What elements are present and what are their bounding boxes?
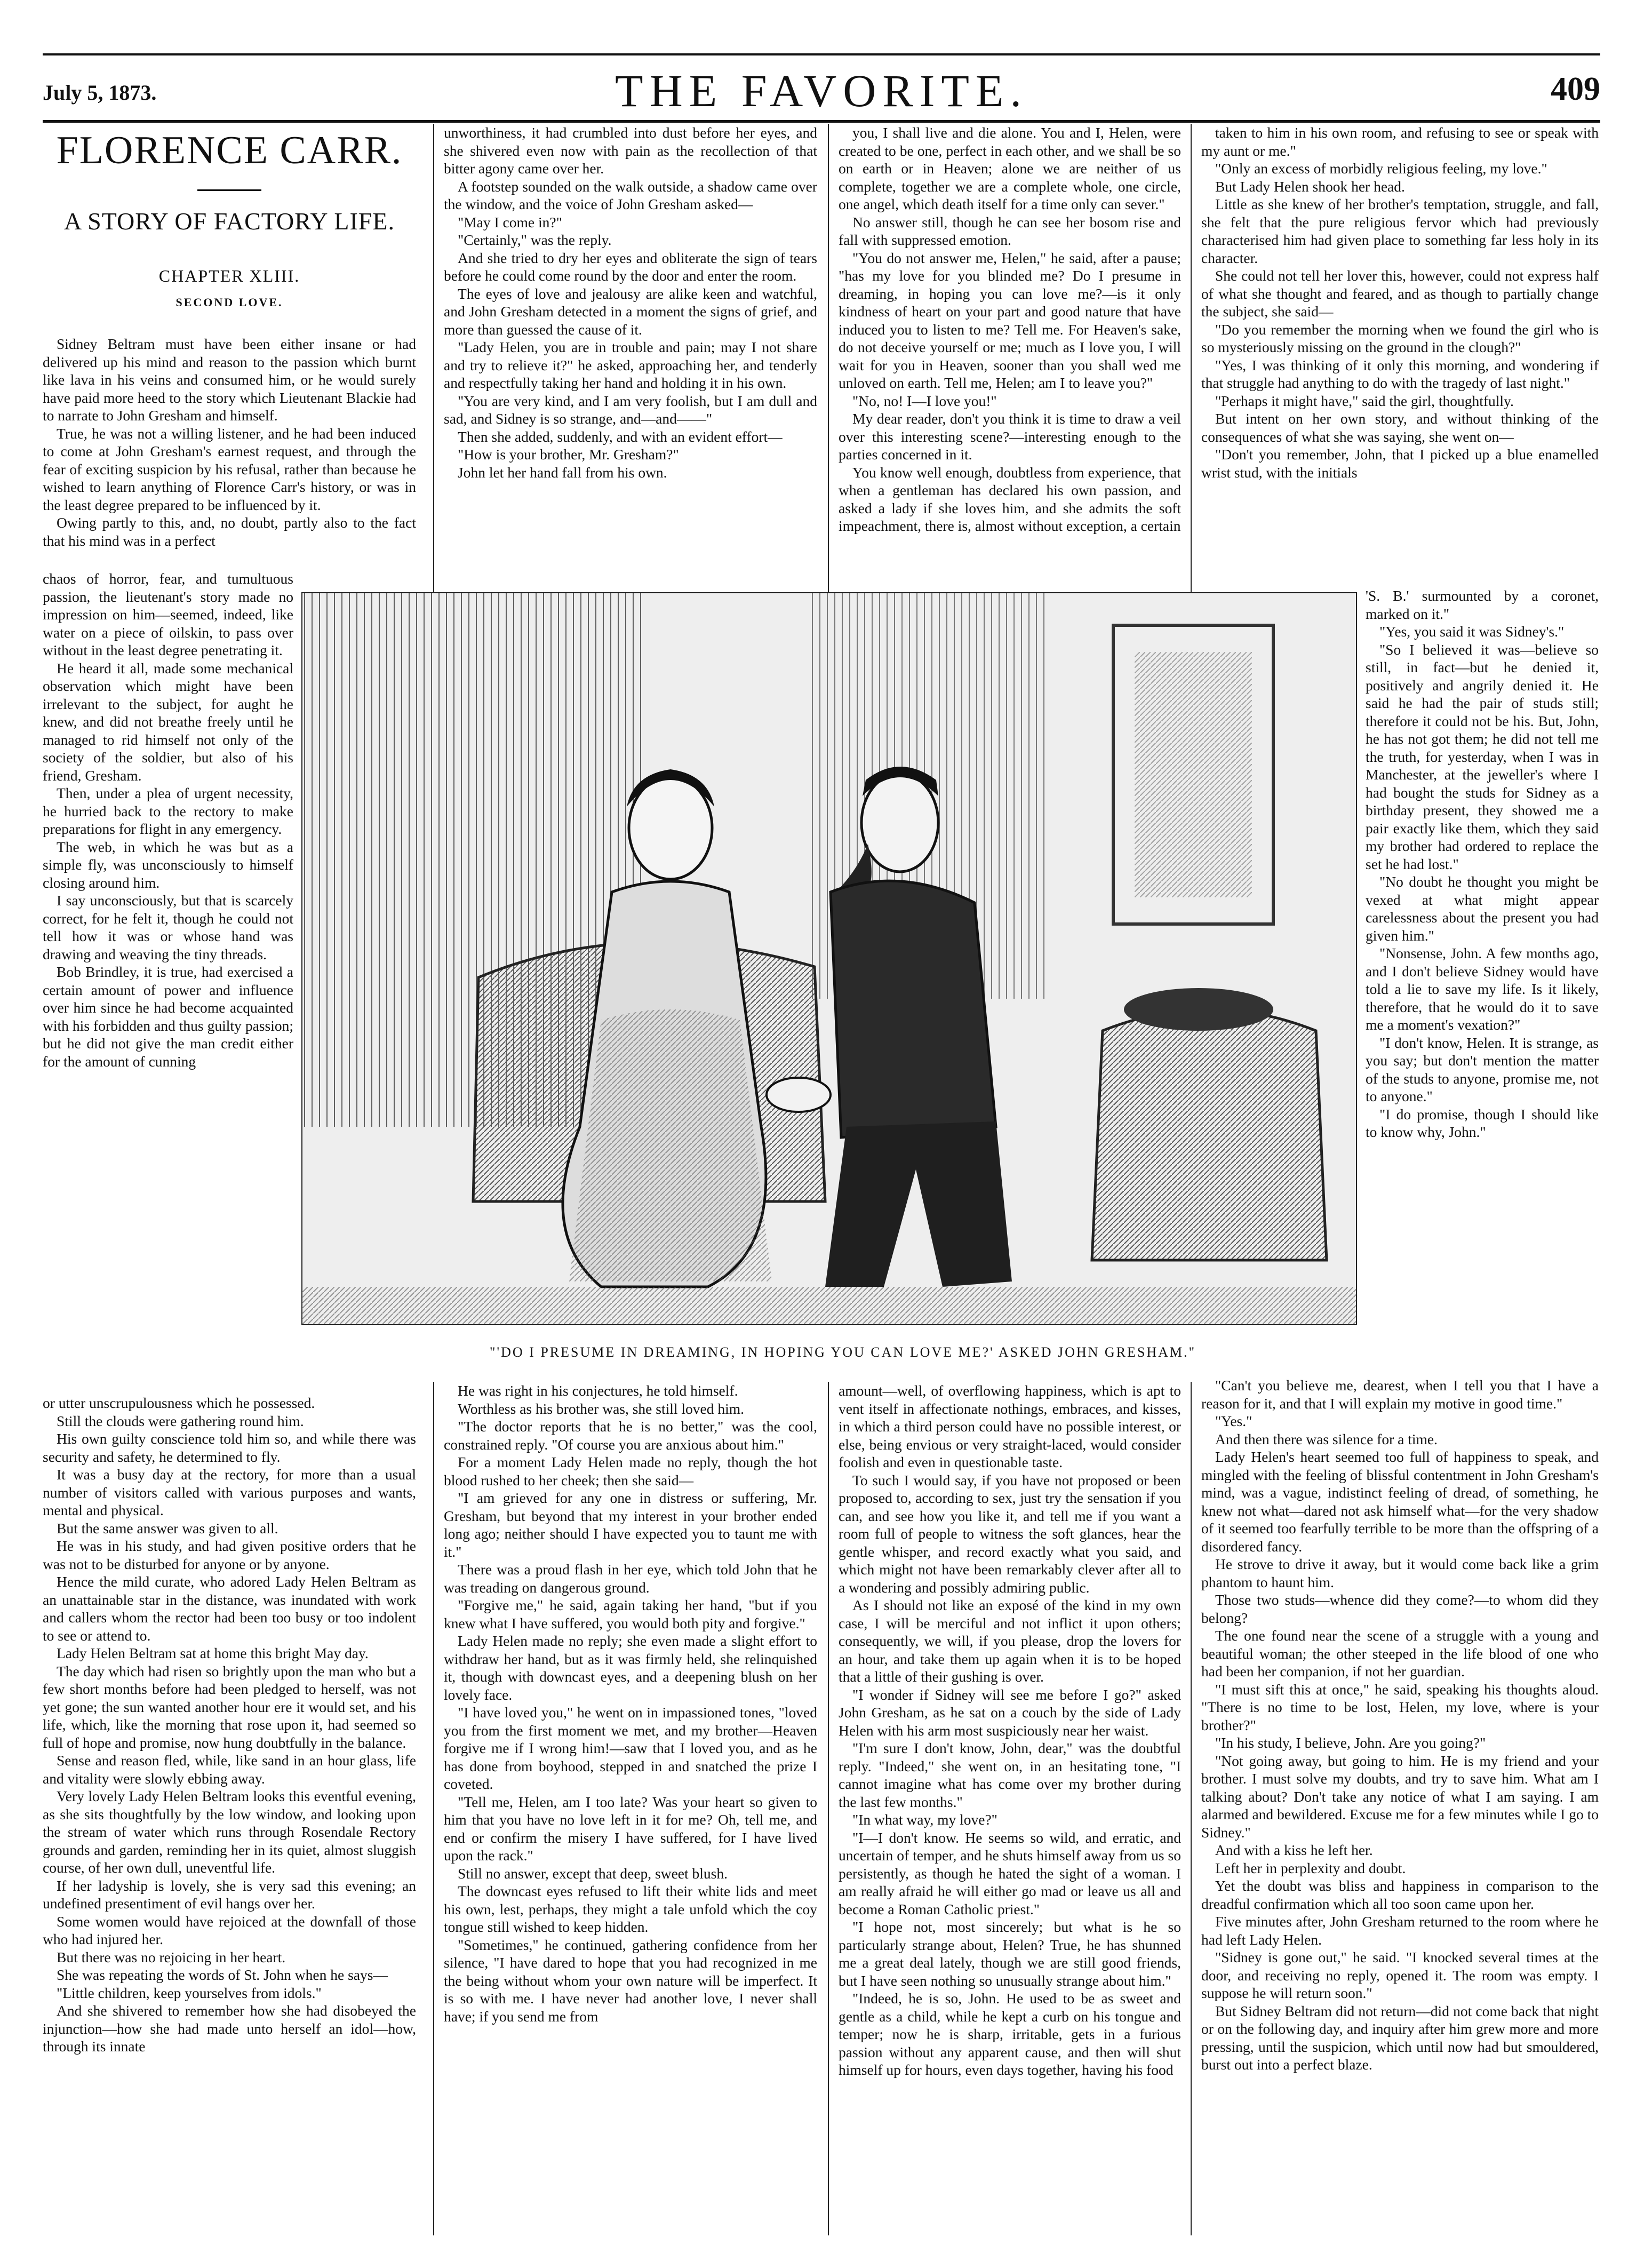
paragraph: "How is your brother, Mr. Gresham?" [458,446,679,463]
paragraph: or utter unscrupulousness which he possessed. [43,1395,315,1411]
paragraph: taken to him in his own room, and refusing to see or speak with my aunt or me." [1201,124,1599,159]
engraving-illustration [301,592,1357,1325]
paragraph: Some women would have rejoiced at the downfall of those who had injured her. [43,1913,416,1947]
column-2-bottom [444,1382,817,2237]
paragraph: Bob Brindley, it is true, had exercised a certain amount of power and influence over him since he had become acquainted with his forbidden and thus guilty passion; but he did not give the man credit either for the amount of cunning [43,964,293,1070]
paragraph: chaos of horror, fear, and tumultuous passion, the lieutenant's story made no impression on him—seemed, indeed, like water on a piece of oilskin, to pass over without in the least degree penetrating it. [43,570,293,658]
paragraph: "Forgive me," he said, again taking her hand, "but if you knew what I have suffered, you would both pity and forgive." [444,1597,817,1631]
paragraph: It was a busy day at the rectory, for more than a usual number of visitors called with various purposes and wants, mental and physical. [43,1466,416,1518]
column-4-narrow [1366,587,1599,1376]
column-divider [828,1382,829,2235]
column-1-top [43,335,416,570]
paragraph: Owing partly to this, and, no doubt, partly also to the fact that his mind was in a perfect [43,514,416,549]
paragraph: you, I shall live and die alone. You and I, Helen, were created to be one, perfect in each other, and we shall be so on earth or in Heaven; alone we are neither of us complete, together we are a complete whole, one circle, one angel, which death itself for a time only can sever." [839,124,1181,212]
paragraph: "So I believed it was—believe so still, in fact—but he denied it, positively and angrily denied it. He said he had the pair of studs still; therefore it could not be his. But, John, he has not got them; he did not tell me the truth, for yesterday, when I was in Manchester, at the jeweller's where I had bought the studs for Sidney as a birthday present, they showed me a pair exactly like them, which they said my brother had ordered to replace the set he had lost." [1366,641,1599,872]
column-3-top [839,124,1181,587]
paragraph: "I am grieved for any one in distress or suffering, Mr. Gresham, but beyond that my interest in your brother ended long ago; neither should I have expected you to taunt me with it." [444,1490,817,1560]
paragraph: Left her in perplexity and doubt. [1215,1859,1406,1876]
paragraph: "Lady Helen, you are in trouble and pain; may I not share and try to relieve it?" he asked, approaching her, and tenderly and respectfully taking her hand and holding it in his own. [444,339,817,391]
paragraph: Sidney Beltram must have been either insane or had delivered up his mind and reason to the passion which burnt like lava in his veins and consumed him, or he would surely have paid more heed to the story which Lieutenant Blackie had to narrate to John Gresham and himself. [43,336,416,424]
paragraph: She was repeating the words of St. John when he says— [57,1967,388,1983]
paragraph: "You are very kind, and I am very foolish, but I am dull and sad, and Sidney is so strange, and—and——" [444,392,817,427]
paragraph: And she shivered to remember how she had disobeyed the injunction—how she had made unto herself an idol—how, through its innate [43,2002,416,2055]
paragraph: My dear reader, don't you think it is time to draw a veil over this interesting scene?—interesting enough to the parties concerned in it. [839,410,1181,463]
paragraph: "I must sift this at once," he said, speaking his thoughts aloud. "There is no time to be lost, Helen, my love, where is your brother?" [1201,1681,1599,1733]
paragraph: "Yes, you said it was Sidney's." [1379,623,1565,640]
paragraph: "Tell me, Helen, am I too late? Was your heart so given to him that you have no love left in it for me? Oh, tell me, and end or confirm the misery I have suffered, for I have lived upon the rack." [444,1793,817,1864]
paragraph: "Not going away, but going to him. He is my friend and your brother. I must solve my doubts, and try to save him. What am I talking about? Don't take any notice of what I am saying. I am alarmed and bewildered. Excuse me for a few minutes while I go to Sidney." [1201,1752,1599,1841]
column-3-bottom [839,1382,1181,2237]
paragraph: John let her hand fall from his own. [458,464,667,481]
paragraph: Still the clouds were gathering round him. [57,1412,304,1429]
paragraph: The one found near the scene of a struggle with a young and beautiful woman; the other steeped in the life blood of one who had been her companion, if not her guardian. [1201,1627,1599,1679]
paragraph: As I should not like an exposé of the kind in my own case, I will be merciful and not inflict it upon others; consequently, we will, if you please, drop the lovers for an hour, and take them up again when it is to be hoped that a little of their gushing is over. [839,1597,1181,1685]
paragraph: "Indeed, he is so, John. He used to be as sweet and gentle as a child, while he kept a curb on his tongue and temper; now he is sharp, irritable, gets in a furious passion without any apparent cause, and then will shut himself up for hours, even days together, having his food [839,1990,1181,2078]
paragraph: He was right in his conjectures, he told himself. [458,1382,738,1399]
story-heading [43,123,416,309]
paragraph: For a moment Lady Helen made no reply, though the hot blood rushed to her cheek; then she said— [444,1454,817,1488]
paragraph: Sense and reason fled, while, like sand in an hour glass, life and vitality were slowly ebbing away. [43,1752,416,1787]
paragraph: "I don't know, Helen. It is strange, as you say; but don't mention the matter of the studs to anyone, promise me, not to anyone." [1366,1034,1599,1104]
page-header [43,64,1600,116]
paragraph: "I'm sure I don't know, John, dear," was the doubtful reply. "Indeed," she went on, in an hesitating tone, "I cannot imagine what has come over my brother during the last few months." [839,1740,1181,1810]
paragraph: "I—I don't know. He seems so wild, and erratic, and uncertain of temper, and he shuts himself away from us so persistently, as though he hated the sight of a woman. I am really afraid he will either go mad or leave us all and become a Roman Catholic priest." [839,1829,1181,1917]
paragraph: "Perhaps it might have," said the girl, thoughtfully. [1215,392,1514,409]
issue-date: July 5, 1873. [43,81,157,105]
column-divider [828,124,829,592]
paragraph: "The doctor reports that he is no better," was the cool, constrained reply. "Of course you are anxious about him." [444,1418,817,1453]
paragraph: "Only an excess of morbidly religious feeling, my love." [1215,160,1547,177]
paragraph: He heard it all, made some mechanical observation which might have been irrelevant to the subject, for aught he knew, and did not breathe freely until he managed to rid himself not only of the society of the soldier, but also of his friend, Gresham. [43,659,293,784]
paragraph: Those two studs—whence did they come?—to whom did they belong? [1201,1591,1599,1626]
paragraph: The web, in which he was but as a simple fly, was unconsciously to himself closing around him. [43,838,293,891]
engraving-scene [302,593,1356,1324]
paragraph: The eyes of love and jealousy are alike keen and watchful, and John Gresham detected in a moment the signs of grief, and more than guessed the cause of it. [444,285,817,338]
paragraph: "I wonder if Sidney will see me before I go?" asked John Gresham, as he sat on a couch by the side of Lady Helen with his arm most suspiciously near her waist. [839,1686,1181,1739]
paragraph: Worthless as his brother was, she still loved him. [458,1400,745,1417]
paragraph: "Do you remember the morning when we found the girl who is so mysteriously missing on the ground in the clough?" [1201,321,1599,355]
paragraph: unworthiness, it had crumbled into dust before her eyes, and she shivered even now with pain as the recollection of that bitter agony came over her. [444,124,817,177]
paragraph: And then there was silence for a time. [1215,1430,1438,1447]
column-1-bottom [43,1394,416,2237]
column-4-top [1201,124,1599,587]
illustration-caption: "'DO I PRESUME IN DREAMING, IN HOPING YOU CAN LOVE ME?' ASKED JOHN GRESHAM." [489,1344,1196,1360]
paragraph: But there was no rejoicing in her heart. [57,1948,286,1965]
paragraph: "May I come in?" [458,213,562,230]
paragraph: Five minutes after, John Gresham returned to the room where he had left Lady Helen. [1201,1913,1599,1948]
paragraph: To such I would say, if you have not proposed or been proposed to, according to sex, just try the sensation if you can, and see how you like it, and tell me if you want a room full of people to witness the soft glances, hear the gentle whisper, and record exactly what you said, and which might not have been remarkably clever after all to a wondering and possibly admiring public. [839,1471,1181,1596]
paragraph: Very lovely Lady Helen Beltram looks this eventful evening, as she sits thoughtfully by the low window, and looking upon the stream of water which runs through Rosendale Rectory grounds and garden, reminding her in its quiet, almost sluggish course, of her own dull, uneventful life. [43,1788,416,1876]
paragraph: "Yes, I was thinking of it only this morning, and wondering if that struggle had anything to do with the tragedy of last night." [1201,356,1599,391]
paragraph: But intent on her own story, and without thinking of the consequences of what she was saying, she went on— [1201,410,1599,445]
paragraph: 'S. B.' surmounted by a coronet, marked on it." [1366,587,1599,622]
paragraph: But Lady Helen shook her head. [1215,178,1405,195]
paragraph: "Certainly," was the reply. [458,232,612,248]
paragraph: "Can't you believe me, dearest, when I tell you that I have a reason for it, and that I will explain my motive in good time." [1201,1377,1599,1412]
paragraph: No answer still, though he can see her bosom rise and fall with suppressed emotion. [839,213,1181,248]
paragraph: "In his study, I believe, John. Are you going?" [1215,1734,1486,1751]
paragraph: If her ladyship is lovely, she is very sad this evening; an undefined presentiment of evil hangs over her. [43,1877,416,1912]
page-number: 409 [1551,71,1600,107]
paragraph: He strove to drive it away, but it would come back like a grim phantom to haunt him. [1201,1556,1599,1590]
paragraph: Still no answer, except that deep, sweet blush. [458,1865,728,1882]
paragraph: True, he was not a willing listener, and he had been induced to come at John Gresham's earnest request, and through the fear of exciting suspicion by his refusal, rather than because he wished to learn anything of Florence Carr's history, or was in the least degree prepared to be influenced by it. [43,425,416,513]
paragraph: "I do promise, though I should like to know why, John." [1366,1105,1599,1140]
paragraph: amount—well, of overflowing happiness, which is apt to vent itself in affectionate nothings, embraces, and kisses, in which a third person could have no possible interest, or else, being envious or very straight-laced, would consider foolish and even in questionable taste. [839,1382,1181,1470]
paragraph: Lady Helen's heart seemed too full of happiness to speak, and mingled with the feeling of blissful contentment in John Gresham's mind, was a vague, indistinct feeling of dread, of something, he knew not what—dared not ask himself what—for the very shadow of it seemed too fearfully terrible to be more than the offspring of a disordered fancy. [1201,1448,1599,1555]
paragraph: He was in his study, and had given positive orders that he was not to be disturbed for anyone or by anyone. [43,1538,416,1572]
column-divider [433,1382,434,2235]
paragraph: "I hope not, most sincerely; but what is he so particularly strange about, Helen? True, he has shunned me a great deal lately, though we are still good friends, but I have seen nothing so unusually strange about him." [839,1918,1181,1989]
paragraph: "You do not answer me, Helen," he said, after a pause; "has my love for you blinded me? Do I presume in dreaming, in hoping you can love me?—is it only kindness of heart on your part and good nature that have induced you to listen to me? Tell me. For Heaven's sake, do not deceive yourself or me; much as I love you, I will wait for you in Heaven, sooner than you shall wed me unloved on earth. Tell me, Helen; am I to leave you?" [839,249,1181,391]
paragraph: "Sidney is gone out," he said. "I knocked several times at the door, and receiving no reply, opened it. The room was empty. I suppose he will return soon." [1201,1949,1599,2001]
column-4-bottom [1201,1376,1599,2237]
column-divider [1191,1382,1192,2235]
paragraph: "In what way, my love?" [852,1811,997,1828]
paragraph: "No, no! I—I love you!" [852,392,997,409]
column-2-top [444,124,817,587]
column-1-narrow [43,570,293,1394]
story-title: FLORENCE CARR. [56,129,403,172]
paragraph: I say unconsciously, but that is scarcely correct, for he felt it, though he could not tell how it was or whose hand was drawing and weaving the tiny threads. [43,892,293,962]
column-divider [433,124,434,592]
paragraph: Hence the mild curate, who adored Lady Helen Beltram as an unattainable star in the distance, was inundated with work and callers whom the rector had been too busy or too indolent to see or attend to. [43,1573,416,1644]
story-subtitle: A STORY OF FACTORY LIFE. [63,208,395,235]
chapter-heading: CHAPTER XLIII. [158,266,300,285]
paragraph: Then, under a plea of urgent necessity, he hurried back to the rectory to make preparations for flight in any emergency. [43,785,293,837]
paragraph: And with a kiss he left her. [1215,1842,1373,1858]
paragraph: Lady Helen Beltram sat at home this bright May day. [57,1645,369,1661]
paragraph: The day which had risen so brightly upon the man who but a few short months before had been pledged to herself, was not yet gone; the sun wanted another hour ere it would set, and his life, which, like the morning that rose upon it, had seemed so full of hope and promise, now hung doubtfully in the balance. [43,1662,416,1751]
paragraph: "Little children, keep yourselves from idols." [57,1984,322,2001]
masthead: THE FAVORITE. [615,65,1028,116]
paragraph: "Don't you remember, John, that I picked up a blue enamelled wrist stud, with the initials [1201,446,1599,481]
paragraph: And she tried to dry her eyes and obliterate the sign of tears before he could come round by the door and enter the room. [444,249,817,284]
paragraph: "Nonsense, John. A few months ago, and I don't believe Sidney would have told a lie to save my life. Is it likely, therefore, that he would do it to save me a moment's vexation?" [1366,945,1599,1033]
paragraph: "I have loved you," he went on in impassioned tones, "loved you from the first moment we met, and my brother—Heaven forgive me if I wrong him!—saw that I loved you, and as he has done from boyhood, stepped in and snatched the prize I coveted. [444,1704,817,1792]
paragraph: But the same answer was given to all. [57,1519,278,1537]
paragraph: There was a proud flash in her eye, which told John that he was treading on dangerous ground. [444,1561,817,1596]
paragraph: "No doubt he thought you might be vexed at what might appear carelessness about the present you had given him." [1366,873,1599,944]
title-rule [197,189,261,191]
paragraph: "Sometimes," he continued, gathering confidence from her silence, "I have dared to hope that you had recognized in me the being without whom your own nature will be imperfect. It is so with me. I have never had another love, I never shall have; if you send me from [444,1936,817,2025]
section-heading: SECOND LOVE. [175,296,283,309]
paragraph: Yet the doubt was bliss and happiness in comparison to the dreadful confirmation which all too soon came upon her. [1201,1877,1599,1912]
paragraph: His own guilty conscience told him so, and while there was security and safety, he determined to fly. [43,1430,416,1465]
paragraph: She could not tell her lover this, however, could not express half of what she thought and feared, and as though to partially change the subject, she said— [1201,267,1599,320]
paragraph: Lady Helen made no reply; she even made a slight effort to withdraw her hand, but as it was firmly held, she relinquished it, though with downcast eyes, and a deepening blush on her lovely face. [444,1633,817,1703]
paragraph: "Yes." [1215,1413,1252,1429]
paragraph: Little as she knew of her brother's temptation, struggle, and fall, she felt that the pure religious fervor which had previously characterised him had given place to something far less holy in its character. [1201,196,1599,266]
paragraph: You know well enough, doubtless from experience, that when a gentleman has declared his own passion, and asked a lady if she loves him, and she admits the soft impeachment, there is, almost without exception, a certain [839,464,1181,534]
top-rule [43,53,1600,55]
paragraph: But Sidney Beltram did not return—did not come back that night or on the following day, and inquiry after him grew more and more pressing, until the suspicion, which until now had but smouldered, burst out into a perfect blaze. [1201,2002,1599,2073]
column-divider [1191,124,1192,592]
paragraph: A footstep sounded on the walk outside, a shadow came over the window, and the voice of John Gresham asked— [444,178,817,212]
paragraph: The downcast eyes refused to lift their white lids and meet his own, lest, perhaps, they might a tale unfold which the coy tongue still wished to keep hidden. [444,1883,817,1935]
paragraph: Then she added, suddenly, and with an evident effort— [458,428,783,445]
